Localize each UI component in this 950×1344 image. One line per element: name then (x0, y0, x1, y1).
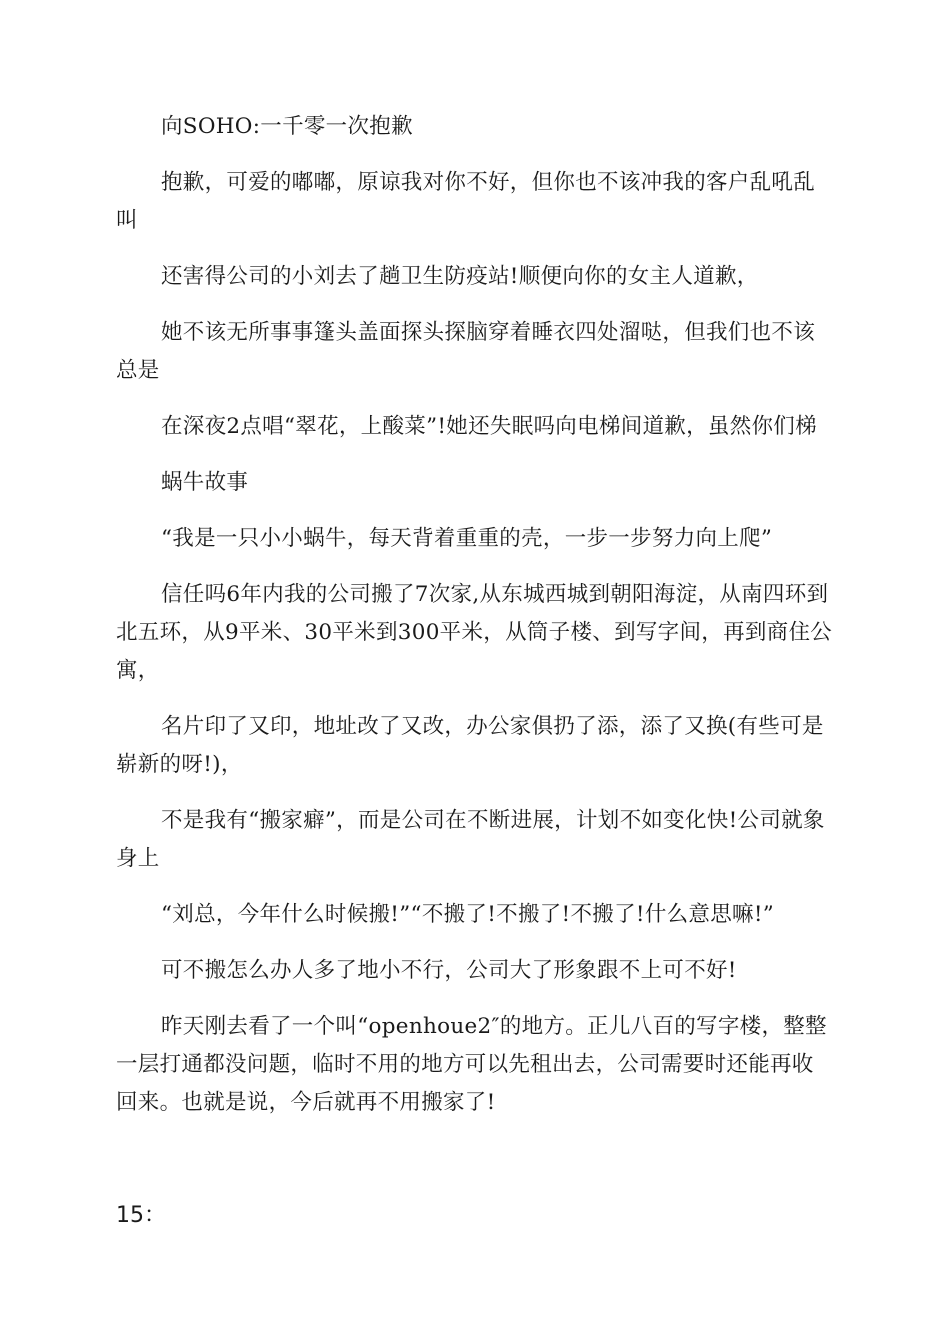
body-paragraph: 抱歉，可爱的嘟嘟，原谅我对你不好，但你也不该冲我的客户乱吼乱叫 (116, 170, 816, 233)
body-paragraph: 昨天刚去看了一个叫“openhoue2″的地方。正儿八百的写字楼，整整一层打通都没问题，临时不用的地方可以先租出去，公司需要时还能再收回来。也就是说，今后就再不用搬家了! (116, 1014, 827, 1115)
body-paragraph: 名片印了又印，地址改了又改，办公家俱扔了添，添了又换(有些可是崭新的呀!)， (116, 714, 824, 777)
body-paragraph: 还害得公司的小刘去了趟卫生防疫站!顺便向你的女主人道歉， (161, 264, 759, 289)
quote-paragraph: “我是一只小小蜗牛，每天背着重重的壳，一步一步努力向上爬” (161, 526, 773, 551)
body-paragraph: 在深夜2点唱“翠花，上酸菜”!她还失眠吗向电梯间道歉，虽然你们梯 (161, 414, 817, 439)
section-title-paragraph: 蜗牛故事 (161, 470, 249, 495)
body-paragraph: 她不该无所事事篷头盖面探头探脑穿着睡衣四处溜哒，但我们也不该总是 (116, 320, 816, 383)
body-paragraph: 不是我有“搬家癖”，而是公司在不断进展，计划不如变化快!公司就象身上 (116, 808, 825, 871)
heading-paragraph: 向SOHO:一千零一次抱歉 (161, 114, 413, 139)
quote-paragraph: “刘总，今年什么时候搬!”“不搬了!不搬了!不搬了!什么意思嘛!” (161, 902, 775, 927)
body-paragraph: 信任吗6年内我的公司搬了7次家,从东城西城到朝阳海淀，从南四环到北五环，从9平米、30平米到300平米，从筒子楼、到写字间，再到商住公寓， (116, 582, 833, 683)
body-paragraph: 可不搬怎么办人多了地小不行，公司大了形象跟不上可不好! (161, 958, 737, 983)
page-number: 15： (116, 1203, 166, 1228)
document-body (116, 108, 834, 1140)
